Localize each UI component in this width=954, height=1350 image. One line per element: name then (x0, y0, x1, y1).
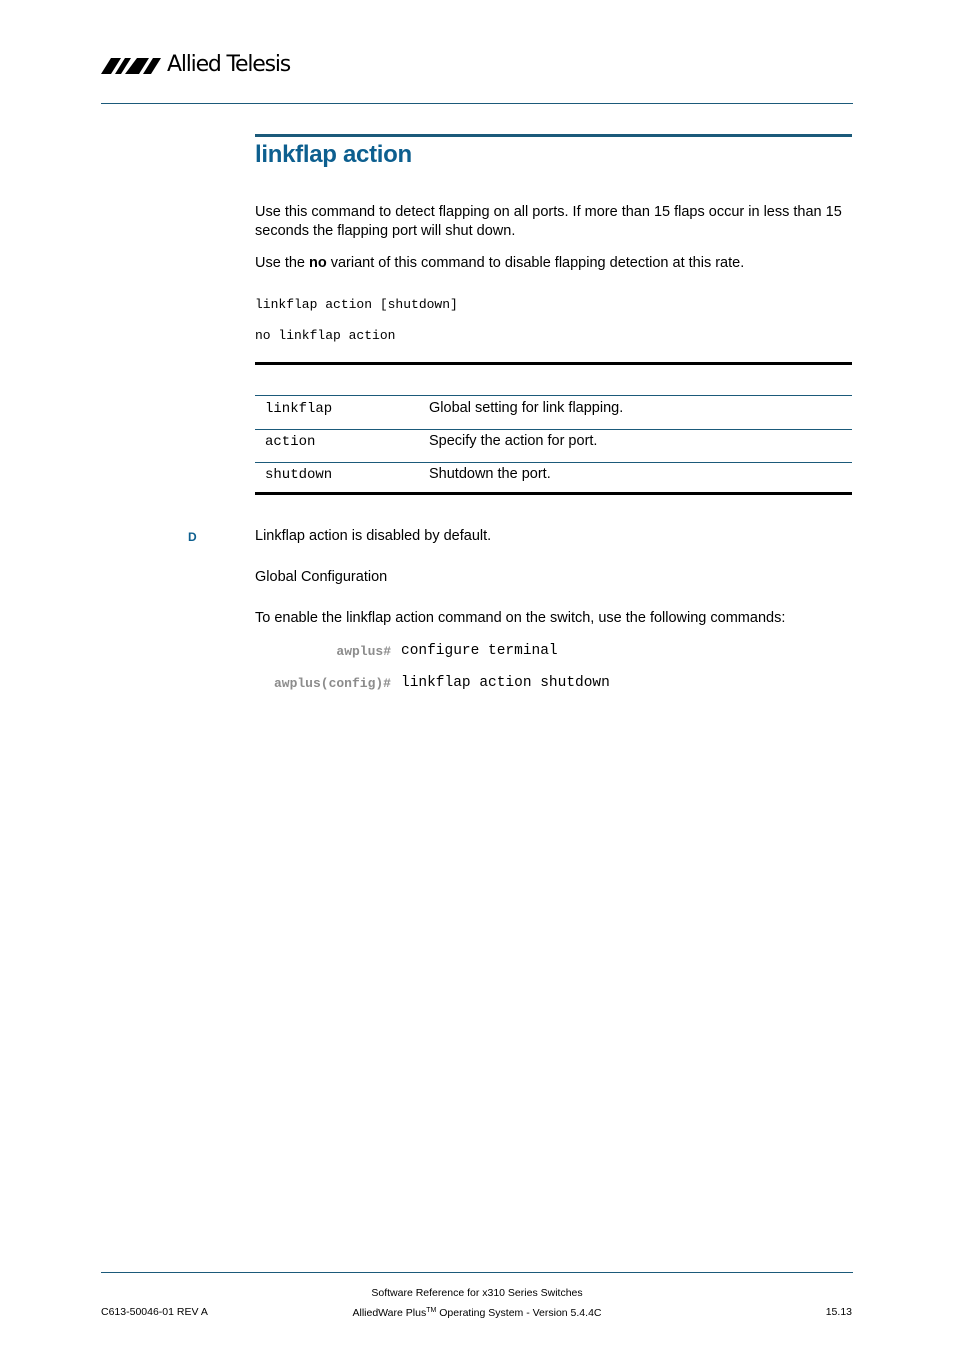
syntax-line: no linkflap action (255, 328, 396, 343)
header-divider (101, 103, 853, 104)
table-row-divider (255, 462, 852, 463)
example-intro: To enable the linkflap action command on the switch, use the following commands: (255, 610, 786, 626)
footer-divider (101, 1272, 853, 1273)
example-command: linkflap action shutdown (401, 675, 610, 691)
no-variant-paragraph (255, 254, 855, 273)
table-row-divider (255, 395, 852, 396)
example-command: configure terminal (401, 643, 558, 659)
page-title: linkflap action (255, 141, 412, 168)
default-section-label: D (188, 530, 197, 544)
no-variant-prefix: Use the (255, 255, 309, 271)
syntax-line: linkflap action [shutdown] (255, 297, 458, 312)
command-mode-text: Global Configuration (255, 569, 388, 585)
table-bottom-border (255, 492, 852, 495)
footer-os-suffix: Operating System - Version 5.4.4C (436, 1307, 602, 1319)
footer-page-number: 15.13 (825, 1306, 852, 1318)
example-prompt: awplus(config)# (273, 676, 391, 691)
table-cell-parameter: shutdown (265, 467, 333, 483)
table-row-divider (255, 429, 852, 430)
table-top-border (255, 362, 852, 365)
trademark-mark: TM (426, 1307, 437, 1314)
allied-telesis-logo-icon (101, 55, 161, 75)
brand-name: Allied Telesis (167, 52, 290, 77)
title-divider (255, 134, 852, 137)
table-cell-description: Shutdown the port. (429, 466, 551, 482)
default-text: Linkflap action is disabled by default. (255, 528, 492, 544)
footer-os-prefix: AlliedWare Plus (352, 1307, 427, 1319)
table-cell-parameter: action (265, 434, 316, 450)
example-prompt: awplus# (336, 644, 391, 659)
no-keyword: no (309, 255, 327, 271)
table-cell-description: Specify the action for port. (429, 433, 598, 449)
footer-doc-id: C613-50046-01 REV A (101, 1306, 208, 1318)
footer-title: Software Reference for x310 Series Switches (371, 1287, 583, 1299)
footer-os-version (300, 1304, 654, 1320)
no-variant-suffix: variant of this command to disable flapping detection at this rate. (326, 255, 745, 271)
company-logo (101, 50, 290, 80)
table-cell-parameter: linkflap (265, 401, 333, 417)
description-paragraph: Use this command to detect flapping on all ports. If more than 15 flaps occur in less than 15 seconds the flapping port will shut down. (255, 204, 842, 239)
table-cell-description: Global setting for link flapping. (429, 400, 624, 416)
